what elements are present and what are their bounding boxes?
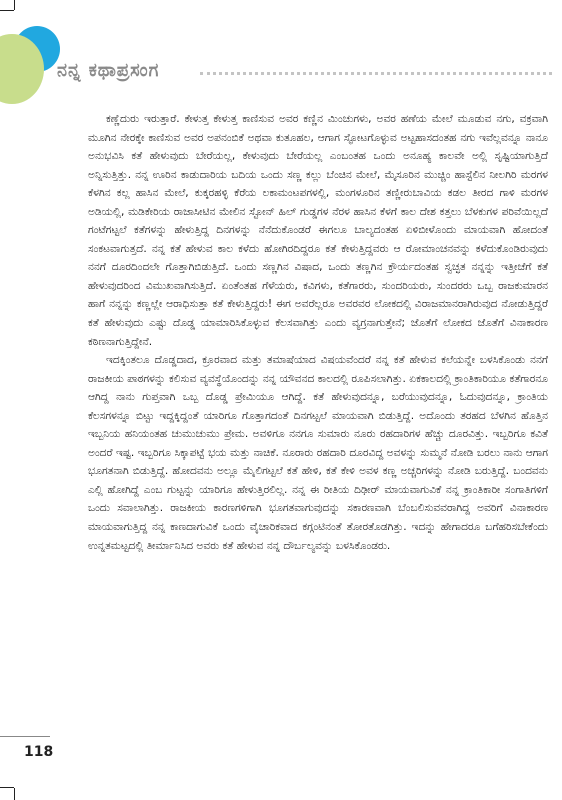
running-header-title: ನನ್ನ ಕಥಾಪ್ರಸಂಗ [57,60,160,81]
footer-rule [0,736,50,737]
crop-mark [14,0,15,10]
paragraph: ಕಣ್ಣೆದುರು ಇರುತ್ತಾರೆ. ಕೇಳುತ್ತ ಕೇಳುತ್ತ ಕಾಣಿಸುವ ಅವರ ಕಣ್ಣಿನ ಮಿಂಚುಗಳು, ಅವರ ಹಣೆಯ ಮೇಲೆ ಮೂಡುವ ನಗು, ವಕ್ರವಾಗಿ ಮೂಗಿನ ನೇರಕ್ಕೇ ಕಾಣಿಸುವ ಅವರ ಅಪನಂಬಿಕೆ ಅಥವಾ ಕುತೂಹಲ, ಆಗಾಗ ಸ್ಫೋಟಗೊಳ್ಳುವ ಅಟ್ಟಹಾಸದಂತಹ ನಗು ಇವೆಲ್ಲವನ್ನೂ ನಾನೂ ಅನುಭವಿಸಿ ಕತೆ ಹೇಳುವುದು ಬೇರೆಯಲ್ಲ, ಕೇಳುವುದು ಬೇರೆಯಲ್ಲ ಎಂಬಂತಹ ಒಂದು ಅನೂಹ್ಯ ಕಾಲವೇ ಅಲ್ಲಿ ಸೃಷ್ಟಿಯಾಗುತ್ತಿದೆ ಅನ್ನಿಸುತ್ತಿತ್ತು. ನನ್ನ ಊರಿನ ಕಾಡುದಾರಿಯ ಬದಿಯ ಒಂದು ಸಣ್ಣ ಕಲ್ಲು ಬೆಂಚಿನ ಮೇಲೆ, ಮೈಸೂರಿನ ಮುಚ್ಚಿಂ ಹಾಸ್ಟೆಲಿನ ನೀಲಗಿರಿ ಮರಗಳ ಕೆಳಗಿನ ಕಲ್ಲ ಹಾಸಿನ ಮೇಲೆ, ಕುಕ್ಕರಹಳ್ಳಿ ಕೆರೆಯ ಲಕಾಮಂಟಪಗಳಲ್ಲಿ, ಮಂಗಳೂರಿನ ತಣ್ಣೀರುಬಾವಿಯ ಕಡಲ ತೀರದ ಗಾಳಿ ಮರಗಳ ಅಡಿಯಲ್ಲಿ, ಮಡಿಕೇರಿಯ ರಾಜಾಸೀಟಿನ ಮೇಲಿನ ಸ್ಟೋನ್ ಹಿಲ್ ಗುಡ್ಡಗಳ ನೆರಳ ಹಾಸಿನ ಕೆಳಗೆ ಕಾಲ ದೇಶ ಕತ್ತಲು ಬೆಳಕುಗಳ ಪರಿವೆಯಿಲ್ಲದೆ ಗಂಟೆಗಟ್ಟಲೆ ಕತೆಗಳನ್ನು ಹೇಳುತ್ತಿದ್ದ ದಿನಗಳನ್ನು ನೆನೆದುಕೊಂಡರೆ ಈಗಲೂ ಬಾಲ್ಯದಂತಹ ಏಳಿಬೀಳೊಂದು ಮಾಯವಾಗಿ ಹೋದಂತೆ ಸಂಕಟವಾಗುತ್ತದೆ. ನನ್ನ ಕತೆ ಹೇಳುವ ಕಾಲ ಕಳೆದು ಹೋಗಿರದಿದ್ದರೂ ಕತೆ ಕೇಳುತ್ತಿದ್ದವರು ಆ ರೋಮಾಂಚನವನ್ನು ಕಳೆದುಕೊಂಡಿರುವುದು ನನಗೆ ದೂರದಿಂದಲೇ ಗೊತ್ತಾಗಿಬಿಡುತ್ತಿದೆ. ಒಂದು ಸಣ್ಣಗಿನ ವಿಷಾದ, ಒಂದು ತಣ್ಣಗಿನ ಕ್ರೌರ್ಯದಂತಹ ಸ್ವಚ್ಛತ ನನ್ನನ್ನು ಇತ್ತೀಚೆಗೆ ಕತೆ ಹೇಳುವುದರಿಂದ ವಿಮುಖವಾಗಿಸುತ್ತಿದೆ. ಏಂತೆಂತಹ ಗೆಳೆಯರು, ಕವಿಗಳು, ಕತೆಗಾರರು, ಸುಂದರಿಯರು, ಸುಂದರರು ಒಬ್ಬ ರಾಜಕುಮಾರನ ಹಾಗೆ ನನ್ನನ್ನು ಕಣ್ಣಲ್ಲೇ ಆರಾಧಿಸುತ್ತಾ ಕತೆ ಕೇಳುತ್ತಿದ್ದರು! ಈಗ ಅವರೆಲ್ಲರೂ ಅವರವರ ಲೋಕದಲ್ಲಿ ವಿರಾಜಮಾನರಾಗಿರುವುದ ನೋಡುತ್ತಿದ್ದರೆ ಕತೆ ಹೇಳುವುದು ಎಷ್ಟು ದೊಡ್ಡ ಯಾಮಾರಿಸಿಕೊಳ್ಳುವ ಕೆಲಸವಾಗಿತ್ತು ಎಂದು ವ್ಯಗ್ರನಾಗುತ್ತೇನೆ; ಜೊತೆಗೆ ಲೋಕದ ಜೊತೆಗೆ ವಿನಾಕಾರಣ ಕಠಿಣನಾಗುತ್ತಿದ್ದೇನೆ. [88,113,548,348]
crop-mark [0,787,14,788]
crop-mark [14,788,15,800]
paragraph: ಇದಕ್ಕಿಂತಲೂ ದೊಡ್ಡದಾದ, ಕ್ರೂರವಾದ ಮತ್ತು ತಮಾಷೆಯಾದ ವಿಷಯವೆಂದರೆ ನನ್ನ ಕತೆ ಹೇಳುವ ಕಲೆಯನ್ನೇ ಬಳಸಿಕೊಂಡು ನನಗೆ ರಾಜಕೀಯ ಪಾಠಗಳನ್ನು ಕಲಿಸುವ ವ್ಯವಸ್ಥೆಯೊಂದನ್ನು ನನ್ನ ಯೌವನದ ಕಾಲದಲ್ಲಿ ರೂಪಿಸಲಾಗಿತ್ತು. ಏಕಕಾಲದಲ್ಲಿ ಕ್ರಾಂತಿಕಾರಿಯೂ ಕತೆಗಾರನೂ ಆಗಿದ್ದ ನಾನು ಗುಪ್ತವಾಗಿ ಒಬ್ಬ ದೊಡ್ಡ ಪ್ರೇಮಿಯೂ ಆಗಿದ್ದೆ. ಕತೆ ಹೇಳುವುದನ್ನೂ, ಬರೆಯುವುದನ್ನೂ, ಓದುವುದನ್ನೂ, ಕ್ರಾಂತಿಯ ಕೆಲಸಗಳನ್ನೂ ಬಿಟ್ಟು ಇದ್ದಕ್ಕಿದ್ದಂತೆ ಯಾರಿಗೂ ಗೊತ್ತಾಗದಂತೆ ದಿನಗಟ್ಟಲೆ ಮಾಯವಾಗಿ ಬಿಡುತ್ತಿದ್ದೆ. ಅದೊಂದು ತರಹದ ಬೆಳಗಿನ ಹೊತ್ತಿನ ಇಬ್ಬನಿಯ ಹನಿಯಂತಹ ಚುಮುಚುಮು ಪ್ರೇಮ. ಅವಳಿಗೂ ನನಗೂ ಸುಮಾರು ನೂರು ರಹದಾರಿಗಳ ಹೆಚ್ಚು ದೂರವಿತ್ತು. ಇಬ್ಬರಿಗೂ ಕವಿತೆ ಅಂದರೆ ಇಷ್ಟ. ಇಬ್ಬರಿಗೂ ಸಿಕ್ಕಾಪಟ್ಟೆ ಭಯ ಮತ್ತು ನಾಚಿಕೆ. ನೂರಾರು ರಹದಾರಿ ದೂರವಿದ್ದ ಅವಳನ್ನು ಸುಮ್ಮನೆ ನೋಡಿ ಬರಲು ನಾನು ಆಗಾಗ ಭೂಗತನಾಗಿ ಬಿಡುತ್ತಿದ್ದೆ. ಹೋದವನು ಅಲ್ಲೂ ಮೈಲಿಗಟ್ಟಲೆ ಕತೆ ಹೇಳಿ, ಕತೆ ಕೇಳಿ ಅವಳ ಕಣ್ಣ ಅಚ್ಚರಿಗಳನ್ನು ನೋಡಿ ಬರುತ್ತಿದ್ದೆ. ಬಂದವನು ಎಲ್ಲಿ ಹೋಗಿದ್ದೆ ಎಂಬ ಗುಟ್ಟನ್ನು ಯಾರಿಗೂ ಹೇಳುತ್ತಿರಲಿಲ್ಲ. ನನ್ನ ಈ ರೀತಿಯ ದಿಢೀರ್ ಮಾಯವಾಗುವಿಕೆ ನನ್ನ ಕ್ರಾಂತಿಕಾರೀ ಸಂಗಾತಿಗಳಿಗೆ ಒಂದು ಸವಾಲಾಗಿತ್ತು. ರಾಜಕೀಯ ಕಾರಣಗಳಿಗಾಗಿ ಭೂಗತವಾಗುವುದನ್ನು ಸಕಾರಣವಾಗಿ ಬೆಂಬಲಿಸುವವರಾಗಿದ್ದ ಅವರಿಗೆ ವಿನಾಕಾರಣ ಮಾಯವಾಗುತ್ತಿದ್ದ ನನ್ನ ಕಾಣದಾಗುವಿಕೆ ಒಂದು ವೈಚಾರಿಕವಾದ ಕಗ್ಗಂಟಿನಂತೆ ತೋರತೊಡಗಿತ್ತು. ಇದನ್ನು ಹೇಗಾದರೂ ಬಗೆಹರಿಸಬೇಕೆಂದು ಉನ್ನತಮಟ್ಟದಲ್ಲಿ ತೀರ್ಮಾನಿಸಿದ ಅವರು ಕತೆ ಹೇಳುವ ನನ್ನ ದೌರ್ಬಲ್ಯವನ್ನು ಬಳಸಿಕೊಂಡರು. [88,354,548,552]
header-dotted-rule [200,72,552,75]
crop-mark [0,10,14,11]
body-text [88,110,548,555]
page-number: 118 [24,744,54,760]
